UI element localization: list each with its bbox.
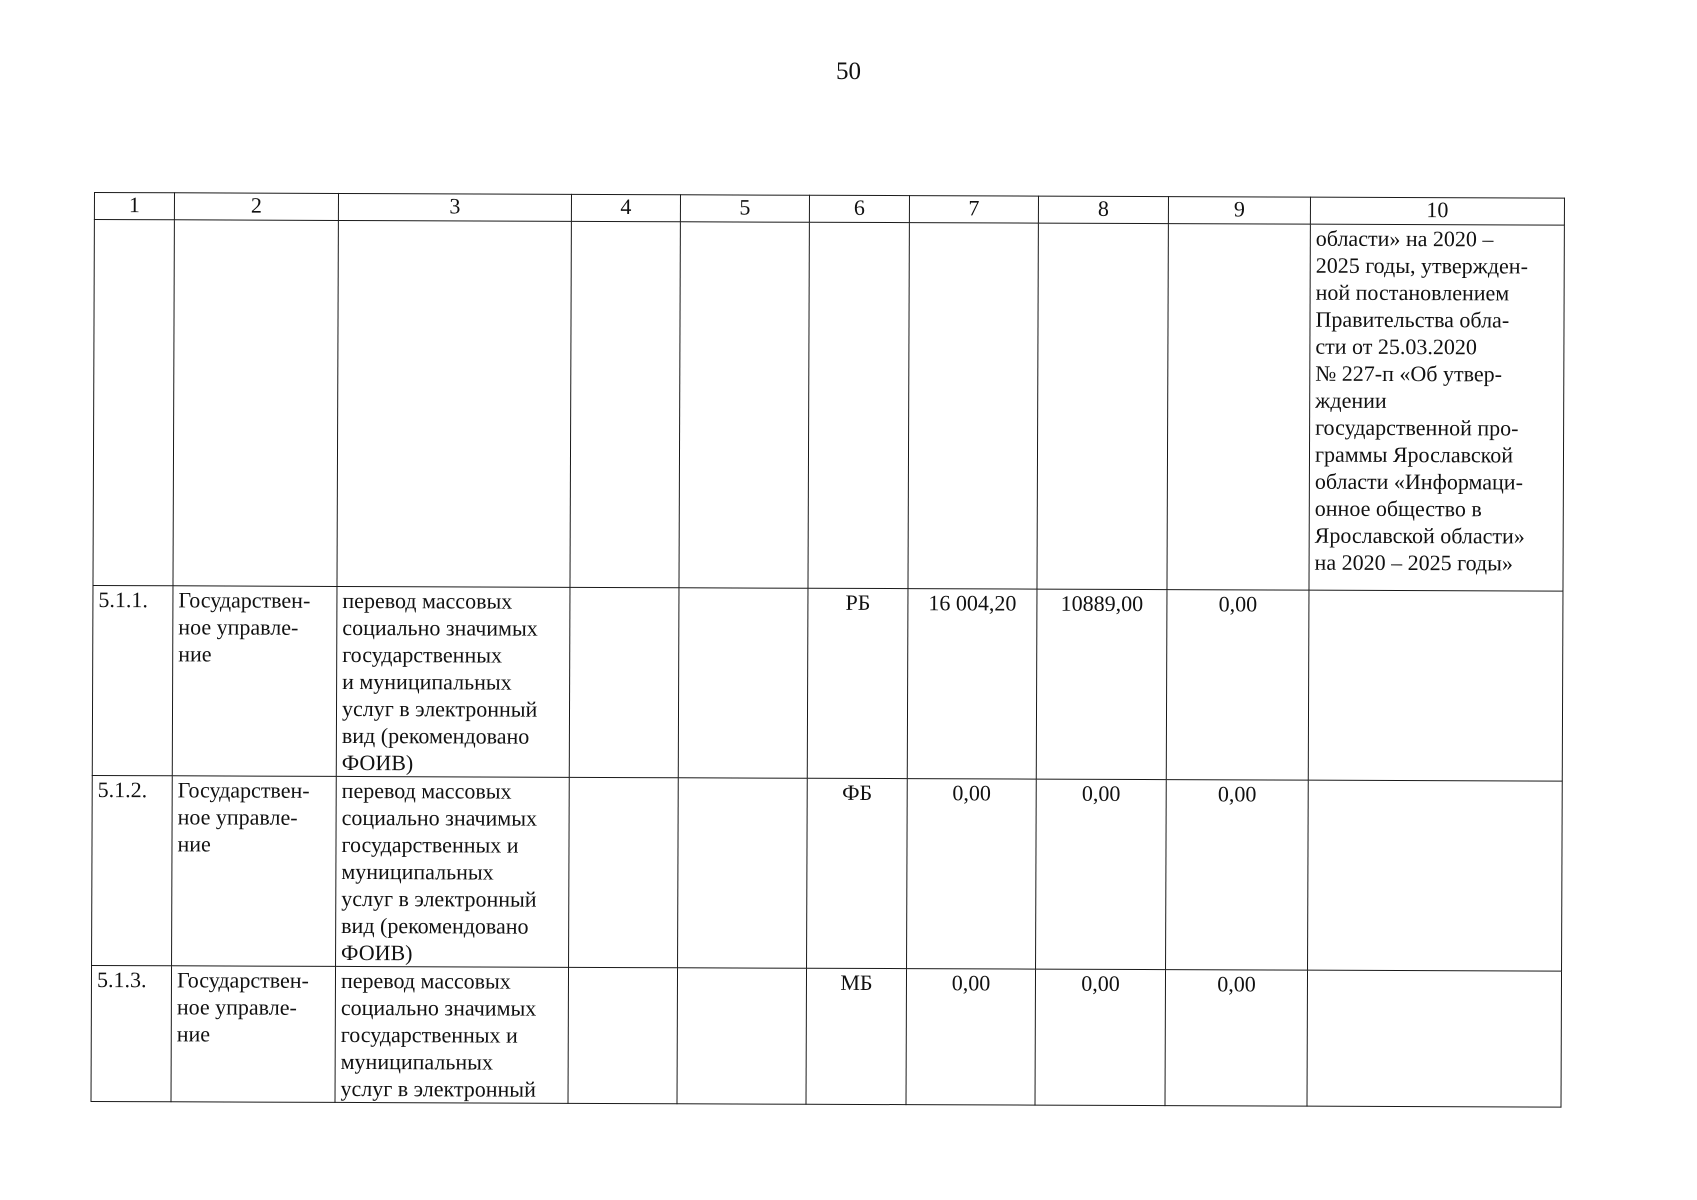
text-line: ние	[178, 641, 212, 667]
text-line: ние	[177, 831, 211, 857]
value-cell: 0,00	[1166, 780, 1309, 971]
text-line: Ярославской области»	[1314, 522, 1525, 549]
text-line: ждении	[1315, 387, 1387, 413]
description-cell	[336, 586, 570, 777]
row-number-cell: 5.1.1.	[92, 585, 173, 775]
text-line: перевод массовых	[340, 967, 511, 994]
column-header-4: 4	[571, 194, 680, 221]
table-cell	[1037, 223, 1168, 589]
text-line: области» на 2020 –	[1315, 225, 1494, 252]
text-line: и муниципальных	[342, 668, 512, 695]
value-cell: 10889,00	[1036, 589, 1167, 779]
text-line: ФОИВ)	[341, 749, 414, 776]
text-line: Государствен-	[178, 587, 311, 613]
budget-table	[91, 192, 1565, 1108]
table-cell	[678, 778, 808, 968]
text-line: социально значимых	[342, 614, 538, 641]
text-line: ное управле-	[176, 994, 297, 1020]
table-cell	[569, 587, 679, 777]
text-line: муниципальных	[341, 858, 494, 885]
column-header-5: 5	[680, 195, 809, 222]
text-line: ной постановлением	[1315, 279, 1510, 306]
text-line: вид (рекомендовано	[341, 722, 530, 749]
value-cell: 0,00	[1035, 969, 1166, 1105]
continuation-text-cell	[1309, 224, 1564, 591]
table-cell	[677, 968, 807, 1104]
column-header-9: 9	[1168, 197, 1310, 225]
text-line: услуг в электронный	[341, 885, 537, 912]
table-row	[91, 965, 1562, 1107]
text-line: Государствен-	[176, 967, 309, 993]
table-cell	[1167, 224, 1310, 591]
table-row	[92, 775, 1563, 971]
value-cell: 0,00	[1165, 970, 1308, 1107]
text-line: государственных	[342, 641, 503, 668]
value-cell: 16 004,20	[907, 589, 1037, 779]
table-cell	[679, 222, 809, 588]
text-line: государственных и	[340, 1021, 518, 1048]
column-header-3: 3	[338, 193, 571, 221]
budget-source-cell: ФБ	[807, 778, 908, 968]
value-cell: 0,00	[1036, 779, 1167, 969]
text-line: сти от 25.03.2020	[1315, 333, 1477, 360]
row-number-cell: 5.1.3.	[91, 965, 172, 1101]
table-row	[92, 585, 1563, 781]
column-header-7: 7	[909, 196, 1038, 223]
text-line: государственной про-	[1315, 414, 1519, 441]
text-line: онное общество в	[1314, 495, 1482, 522]
text-line: Государствен-	[177, 777, 310, 803]
table-cell	[1308, 590, 1563, 781]
text-line: услуг в электронный	[340, 1075, 536, 1102]
text-line: ное управле-	[177, 804, 298, 830]
column-header-8: 8	[1038, 196, 1168, 223]
text-line: перевод массовых	[342, 587, 513, 614]
text-line: перевод массовых	[341, 777, 512, 804]
budget-source-cell: МБ	[806, 968, 907, 1104]
table-cell	[678, 588, 808, 778]
column-header-1: 1	[94, 193, 174, 220]
table-cell	[808, 222, 909, 588]
text-line: социально значимых	[340, 994, 537, 1021]
text-line: социально значимых	[341, 804, 538, 831]
table-cell	[1308, 780, 1563, 971]
text-line: государственных и	[341, 831, 519, 858]
value-cell: 0,00	[906, 969, 1036, 1105]
table-cell	[569, 777, 679, 967]
area-cell	[171, 966, 336, 1103]
text-line: Правительства обла-	[1315, 306, 1510, 333]
text-line: вид (рекомендовано	[341, 912, 529, 939]
table-cell	[337, 220, 571, 587]
description-cell	[336, 776, 570, 967]
text-line: на 2020 – 2025 годы»	[1314, 549, 1513, 576]
text-line: ное управле-	[178, 614, 299, 640]
table-cell	[173, 220, 338, 587]
value-cell: 0,00	[1166, 590, 1309, 781]
area-cell	[172, 586, 337, 777]
text-line: муниципальных	[340, 1048, 494, 1075]
row-number-cell: 5.1.2.	[92, 775, 173, 965]
table-cell	[568, 967, 678, 1103]
text-line: № 227-п «Об утвер-	[1315, 360, 1503, 387]
column-header-10: 10	[1310, 197, 1564, 225]
table-cell	[1307, 970, 1562, 1107]
table-cell	[93, 220, 174, 586]
text-line: ние	[176, 1021, 211, 1047]
text-line: 2025 годы, утвержден-	[1315, 252, 1528, 279]
text-line: граммы Ярославской	[1314, 441, 1514, 468]
budget-source-cell: РБ	[807, 588, 908, 778]
page-number: 50	[836, 58, 861, 85]
table-cell	[908, 223, 1038, 589]
description-cell	[335, 966, 569, 1103]
column-header-6: 6	[809, 195, 909, 222]
column-header-2: 2	[174, 193, 338, 221]
text-line: области «Информаци-	[1314, 468, 1523, 495]
table-cell	[570, 221, 680, 587]
continuation-row	[93, 220, 1564, 592]
text-line: услуг в электронный	[341, 695, 538, 722]
value-cell: 0,00	[907, 779, 1037, 969]
text-line: ФОИВ)	[341, 939, 413, 966]
area-cell	[172, 776, 337, 967]
